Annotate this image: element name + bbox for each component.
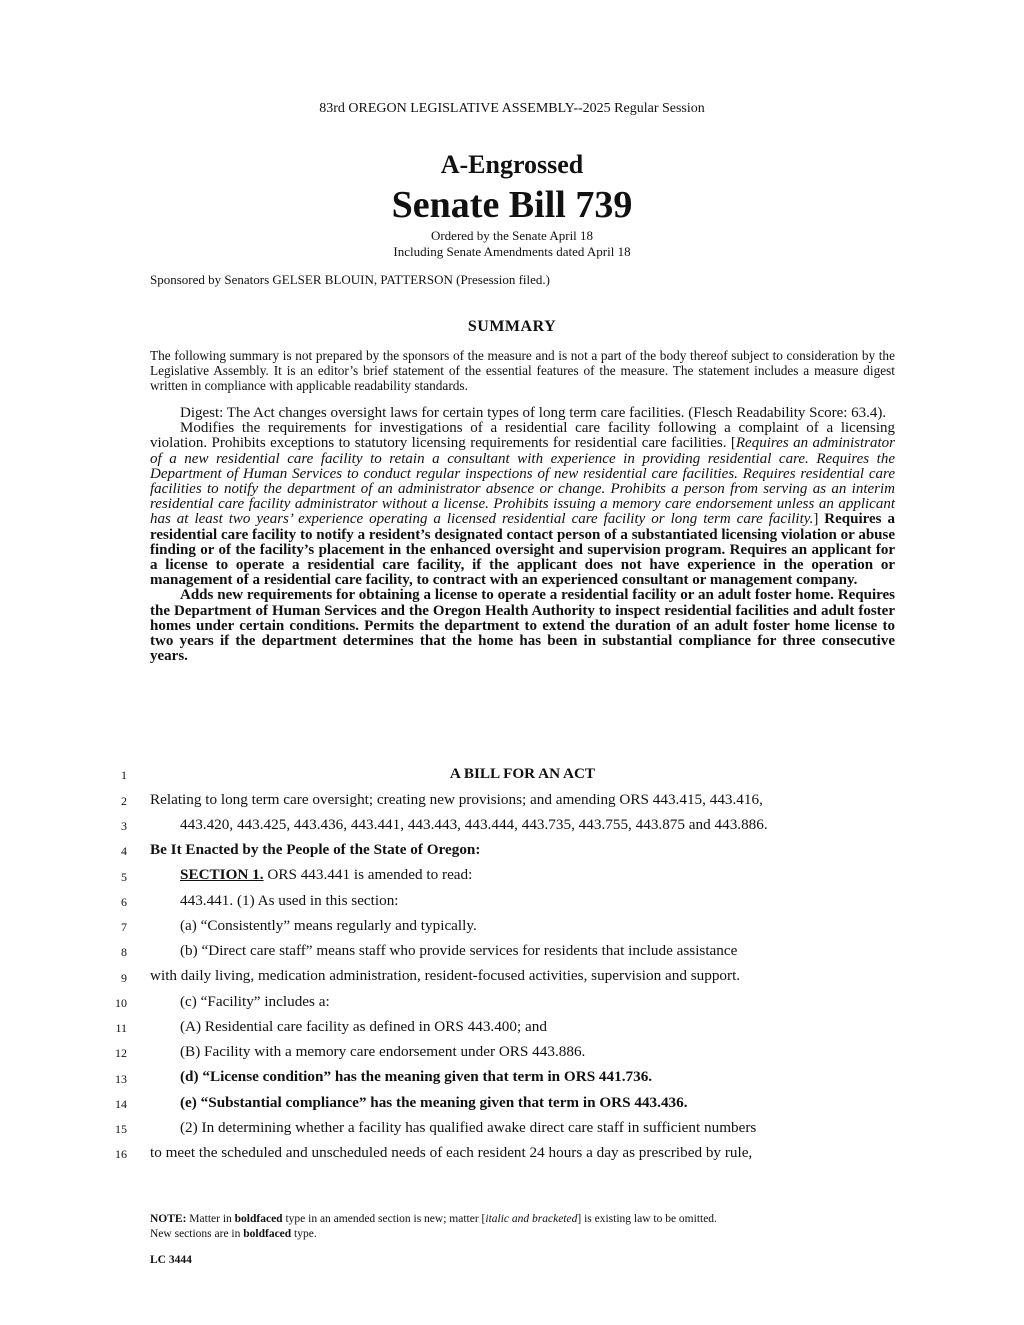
line-number: 15	[115, 1122, 127, 1136]
bill-act-heading: A BILL FOR AN ACT	[449, 765, 596, 782]
summary-intro	[150, 348, 895, 393]
bill-line: Relating to long term care oversight; creating new provisions; and amending ORS 443.415, 443.416,	[150, 791, 763, 808]
note-italic: italic and bracketed	[485, 1213, 578, 1225]
note-text-c: ] is existing law to be omitted.	[577, 1213, 717, 1225]
bill-line	[180, 866, 925, 884]
engrossed-label: A-Engrossed	[440, 150, 584, 179]
footer-note	[150, 1212, 717, 1242]
bill-title: Senate Bill 739	[391, 184, 633, 226]
summary-paragraph-2	[150, 421, 895, 588]
bill-line: (B) Facility with a memory care endorsement under ORS 443.886.	[180, 1043, 586, 1060]
note-text-b: type in an amended section is new; matter [	[282, 1213, 486, 1225]
bill-line: (2) In determining whether a facility has qualified awake direct care staff in sufficient numbers	[180, 1119, 757, 1136]
section-text: ORS 443.441 is amended to read:	[263, 866, 473, 883]
line-number: 10	[115, 996, 127, 1010]
line-number: 1	[121, 768, 127, 782]
line-number: 7	[121, 920, 127, 934]
bill-line: with daily living, medication administration, resident-focused activities, supervision and support.	[150, 967, 741, 984]
note-bold-2: boldfaced	[243, 1228, 292, 1240]
digest-paragraph: Digest: The Act changes oversight laws for certain types of long term care facilities. (Flesch Readability Score: 63.4).	[180, 405, 887, 421]
line-number: 2	[121, 794, 127, 808]
summary-p2-new-text: Requires a residential care facility to notify a resident’s designated contact person of a substantiated licensing violation or abuse finding or of the facility’s placement in the enhanced oversight and supervision program. Requires an applicant for a license to operate a residential care facility, if the applicant does not have experience in the operation or management of a residential care facility, to contract with an experienced consultant or management company.	[150, 511, 895, 589]
section-label: SECTION 1.	[180, 866, 264, 883]
bill-line: (a) “Consistently” means regularly and typically.	[180, 917, 477, 934]
line-number: 8	[121, 945, 127, 959]
line-number: 9	[121, 971, 127, 985]
note-text-d: New sections are in	[150, 1228, 244, 1240]
line-number: 3	[121, 819, 127, 833]
line-number: 14	[115, 1097, 127, 1111]
line-number: 16	[115, 1147, 127, 1161]
summary-p2-bracket: ]	[813, 511, 825, 528]
sponsor-line: Sponsored by Senators GELSER BLOUIN, PATTERSON (Presession filed.)	[150, 272, 550, 287]
ordered-line: Ordered by the Senate April 18	[430, 228, 594, 243]
note-bold-1: boldfaced	[234, 1213, 283, 1225]
bill-line-new: (e) “Substantial compliance” has the meaning given that term in ORS 443.436.	[180, 1094, 688, 1111]
session-header: 83rd OREGON LEGISLATIVE ASSEMBLY--2025 Regular Session	[319, 101, 705, 116]
bill-line: 443.420, 443.425, 443.436, 443.441, 443.443, 443.444, 443.735, 443.755, 443.875 and 443.886.	[180, 816, 768, 833]
note-label: NOTE:	[150, 1213, 187, 1225]
bill-line: 443.441. (1) As used in this section:	[180, 892, 399, 909]
summary-digest	[150, 406, 895, 664]
line-number: 5	[121, 870, 127, 884]
note-text-a: Matter in	[186, 1213, 235, 1225]
note-text-e: type.	[291, 1228, 317, 1240]
line-number: 6	[121, 895, 127, 909]
summary-paragraph-3: Adds new requirements for obtaining a license to operate a residential facility or an adult foster home. Requires the Department of Human Services and the Oregon Health Authority to inspect residential facilities and adult foster homes under certain conditions. Permits the department to extend the duration of an adult foster home license to two years if the department determines that the home has been in substantial compliance for three consecutive years.	[150, 587, 895, 665]
enacting-clause: Be It Enacted by the People of the State of Oregon:	[150, 841, 481, 858]
bill-line: to meet the scheduled and unscheduled needs of each resident 24 hours a day as prescribed by rule,	[150, 1144, 753, 1161]
bill-line-new: (d) “License condition” has the meaning given that term in ORS 441.736.	[180, 1068, 653, 1085]
line-number: 4	[121, 844, 127, 858]
line-number: 11	[115, 1021, 127, 1035]
summary-intro-text: The following summary is not prepared by the sponsors of the measure and is not a part of the body thereof subject to consideration by the Legislative Assembly. It is an editor’s brief statement of the essential features of the measure. The statement includes a measure digest written in compliance with applicable readability standards.	[150, 348, 895, 393]
summary-heading: SUMMARY	[467, 318, 557, 335]
summary-p2-deleted-text: Requires an administrator of a new residential care facility to retain a consultant with experience in providing residential care. Requires the Department of Human Services to conduct regular inspections of new residential care facilities. Requires residential care facilities to notify the department of an administrator absence or change. Prohibits a person from serving as an interim residential care facility administrator without a license. Prohibits issuing a memory care endorsement unless an applicant has at least two years’ experience operating a licensed residential care facility or long term care facility.	[150, 435, 895, 528]
summary-p2-plain: Modifies the requirements for investigations of a residential care facility following a complaint of a licensing violation. Prohibits exceptions to statutory licensing requirements for residential care facilities. [	[150, 420, 895, 452]
bill-line: (A) Residential care facility as defined in ORS 443.400; and	[180, 1018, 547, 1035]
amendments-line: Including Senate Amendments dated April 18	[393, 244, 631, 259]
bill-line: (c) “Facility” includes a:	[180, 993, 330, 1010]
bill-line: (b) “Direct care staff” means staff who provide services for residents that include assistance	[180, 942, 738, 959]
lc-number: LC 3444	[150, 1254, 192, 1266]
line-number: 12	[115, 1046, 127, 1060]
line-number: 13	[115, 1072, 127, 1086]
